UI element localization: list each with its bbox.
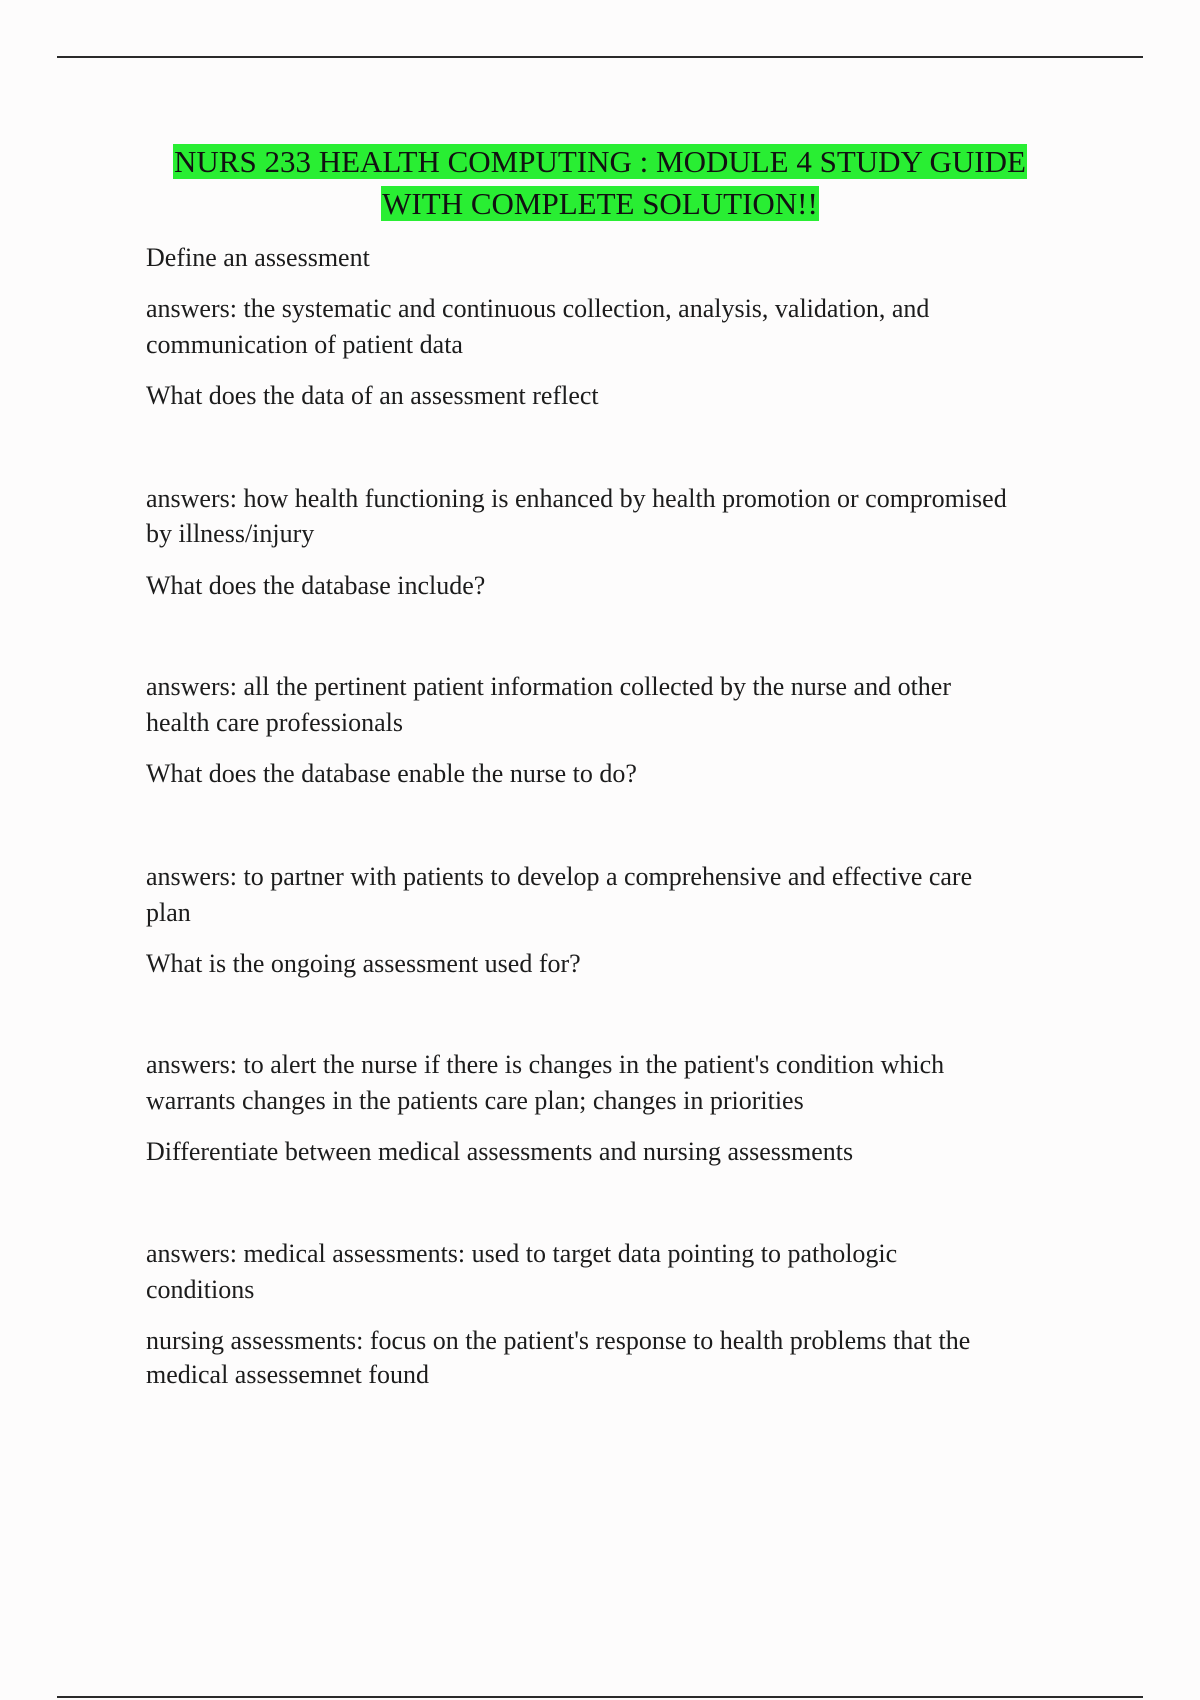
title-line-2: WITH COMPLETE SOLUTION!! bbox=[382, 186, 818, 221]
document-title bbox=[0, 141, 1200, 225]
bottom-rule bbox=[57, 1696, 1143, 1698]
question-4: What does the database enable the nurse to do? bbox=[146, 759, 637, 788]
question-2: What does the data of an assessment reflect bbox=[146, 381, 599, 410]
question-1: Define an assessment bbox=[146, 243, 370, 272]
answer-4-line-1: answers: to partner with patients to develop a comprehensive and effective care bbox=[146, 862, 973, 891]
question-3: What does the database include? bbox=[146, 571, 486, 600]
question-5: What is the ongoing assessment used for? bbox=[146, 949, 581, 978]
answer-1-line-1: answers: the systematic and continuous collection, analysis, validation, and bbox=[146, 294, 930, 323]
answer-6-line-3: nursing assessments: focus on the patient's response to health problems that the bbox=[146, 1326, 971, 1355]
question-6: Differentiate between medical assessments and nursing assessments bbox=[146, 1137, 854, 1166]
answer-5-line-2: warrants changes in the patients care plan; changes in priorities bbox=[146, 1086, 804, 1115]
answer-6-line-4: medical assessemnet found bbox=[146, 1360, 430, 1389]
answer-3-line-2: health care professionals bbox=[146, 708, 404, 737]
answer-2-line-1: answers: how health functioning is enhanced by health promotion or compromised bbox=[146, 484, 1007, 513]
answer-1-line-2: communication of patient data bbox=[146, 330, 463, 359]
answer-6-line-2: conditions bbox=[146, 1275, 255, 1304]
answer-4-line-2: plan bbox=[146, 898, 191, 927]
answer-6-line-1: answers: medical assessments: used to target data pointing to pathologic bbox=[146, 1239, 898, 1268]
title-line-1: NURS 233 HEALTH COMPUTING : MODULE 4 STUDY GUIDE bbox=[174, 144, 1026, 179]
top-rule bbox=[57, 56, 1143, 58]
answer-2-line-2: by illness/injury bbox=[146, 519, 315, 548]
answer-5-line-1: answers: to alert the nurse if there is changes in the patient's condition which bbox=[146, 1050, 945, 1079]
answer-3-line-1: answers: all the pertinent patient information collected by the nurse and other bbox=[146, 672, 952, 701]
